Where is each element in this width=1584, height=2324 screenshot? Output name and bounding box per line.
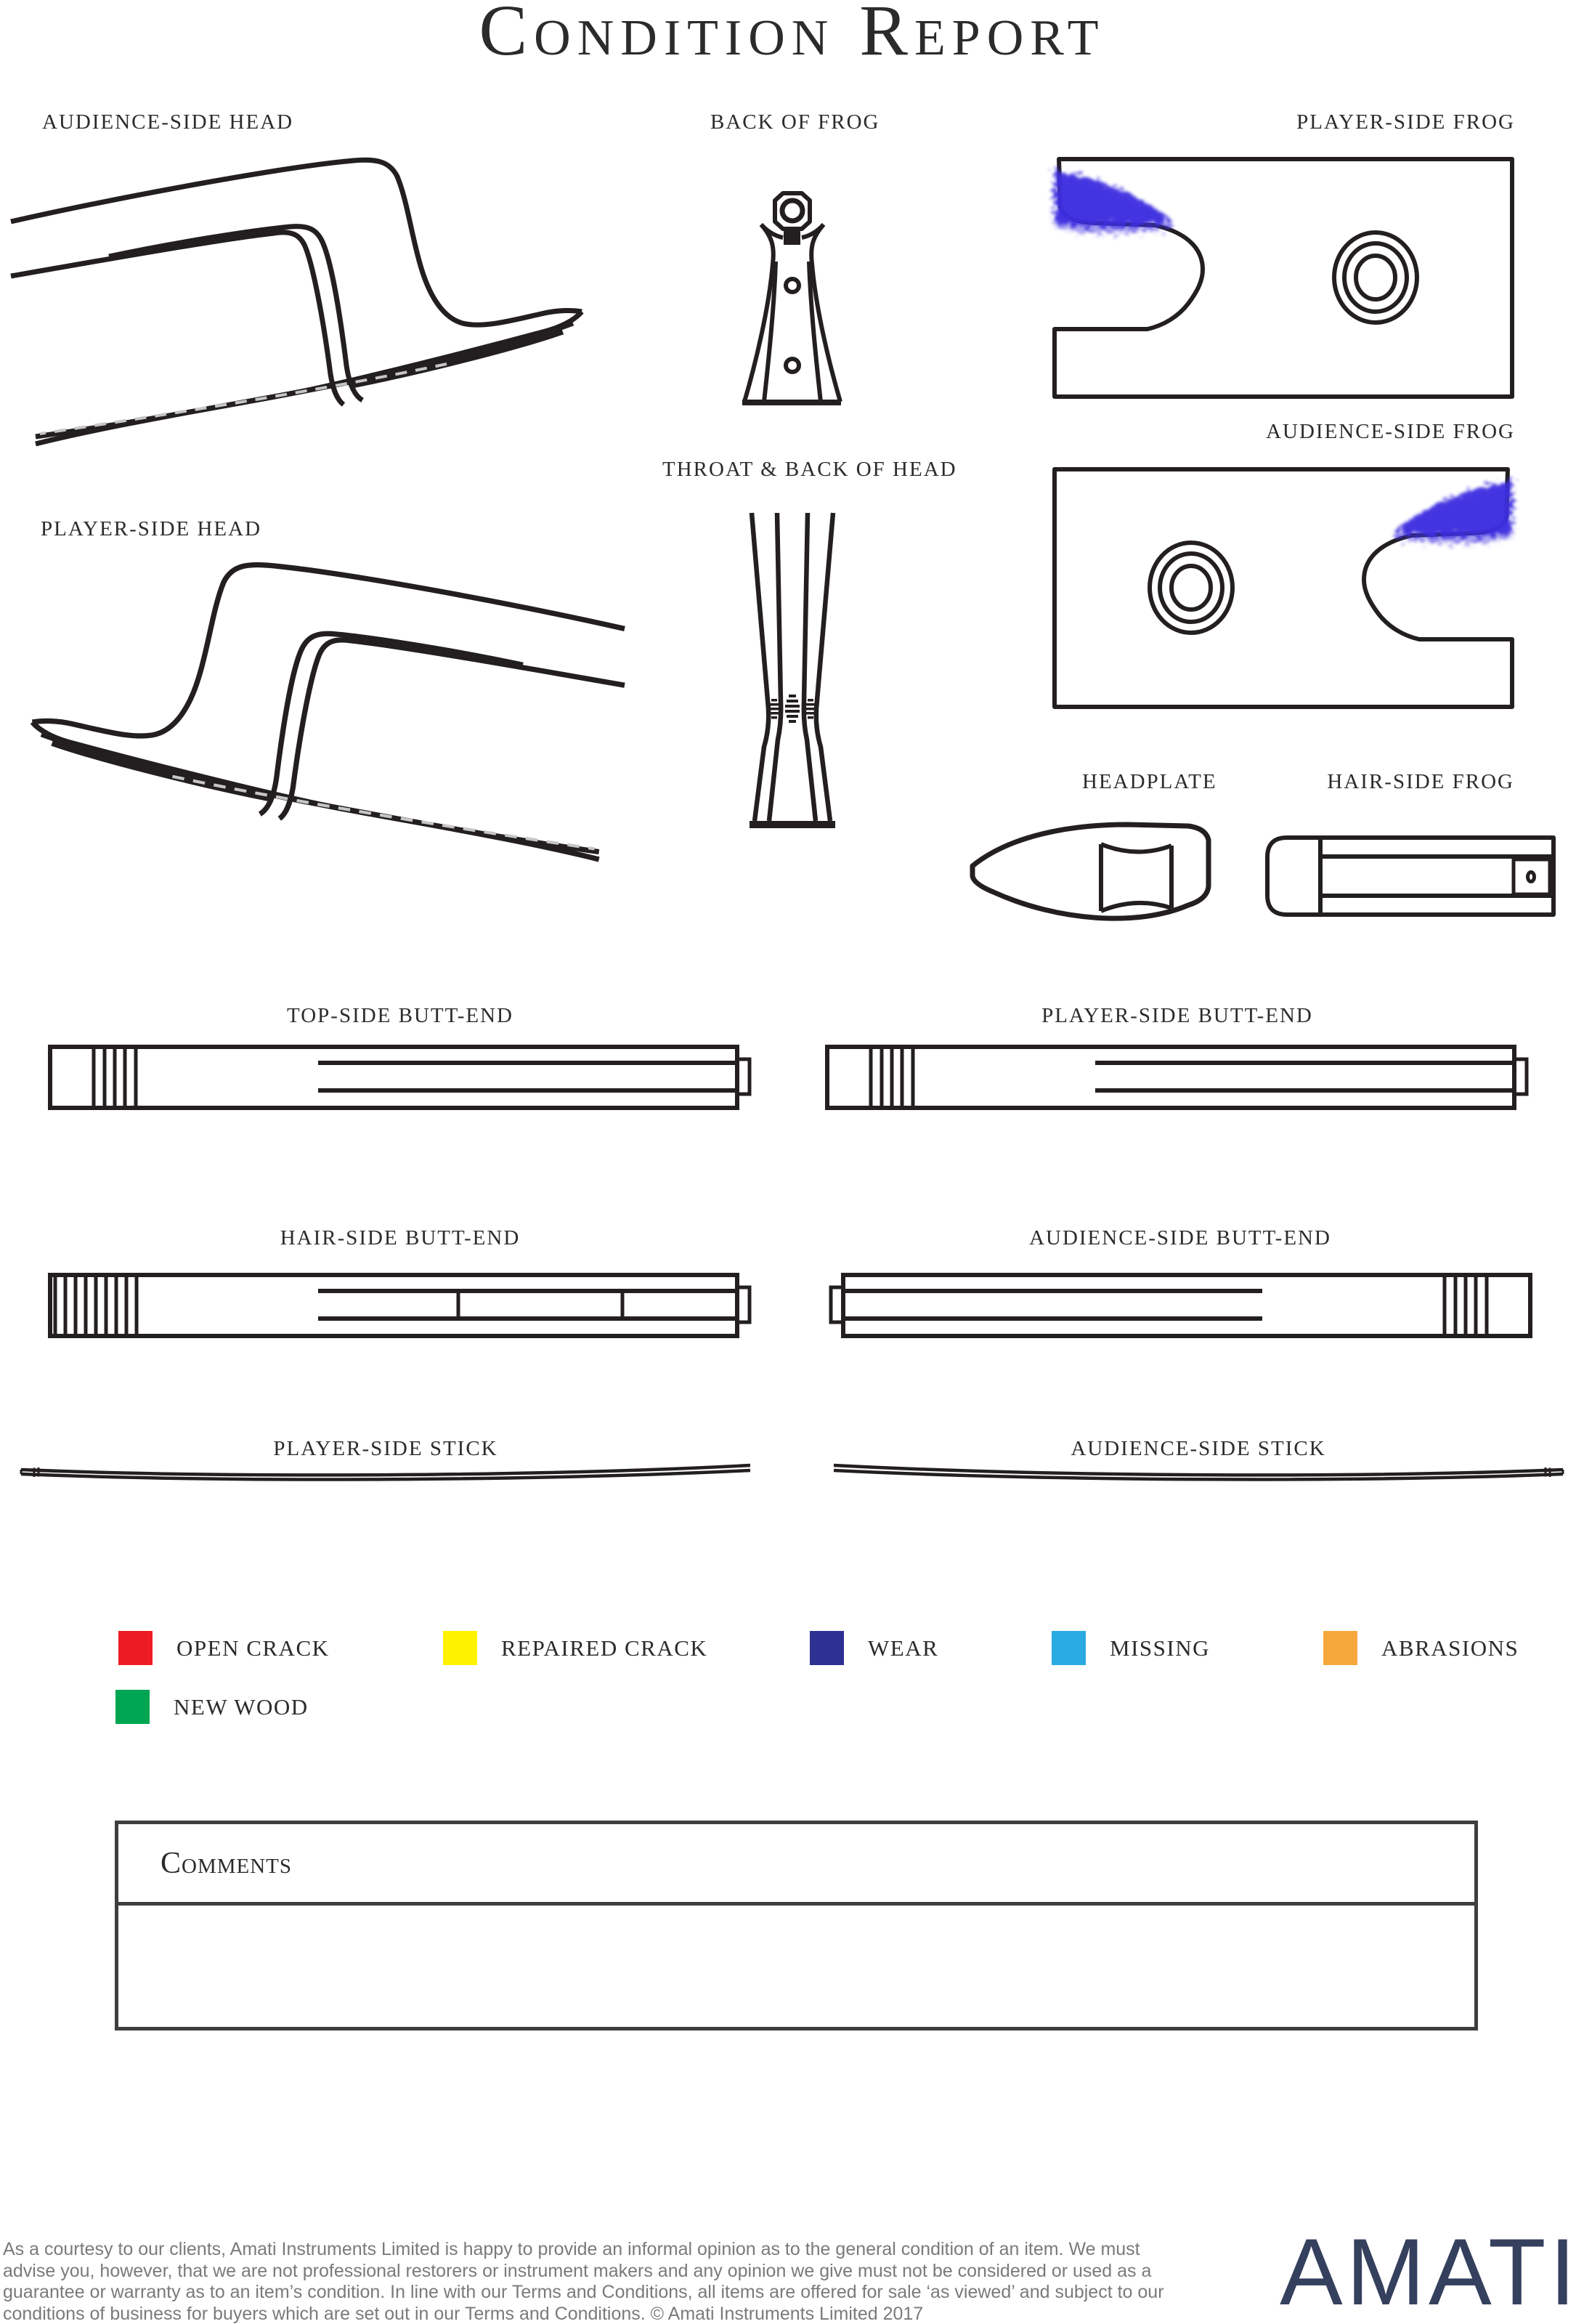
- repaired-crack-swatch: [443, 1631, 477, 1665]
- back-of-frog-diagram: [741, 191, 842, 405]
- legend-label: WEAR: [868, 1635, 939, 1661]
- comments-field: [118, 1906, 1474, 2027]
- hair-side-butt-end-diagram: [48, 1273, 752, 1338]
- legend-label: OPEN CRACK: [176, 1635, 330, 1661]
- label-audience-side-stick: AUDIENCE-SIDE STICK: [1071, 1437, 1326, 1460]
- page-title: Condition Report: [479, 0, 1105, 70]
- legend-label: REPAIRED CRACK: [501, 1635, 708, 1661]
- legend-item-repaired-crack: [443, 1631, 707, 1665]
- label-back-of-frog: BACK OF FROG: [710, 110, 880, 134]
- legend-item-missing: [1052, 1631, 1210, 1665]
- label-player-side-head: PLAYER-SIDE HEAD: [41, 517, 262, 540]
- label-hair-side-frog: HAIR-SIDE FROG: [1327, 770, 1514, 793]
- audience-side-butt-end-diagram: [828, 1273, 1532, 1338]
- legend-item-open-crack: [118, 1631, 330, 1665]
- label-top-side-butt-end: TOP-SIDE BUTT-END: [287, 1004, 513, 1027]
- legend-item-new-wood: [115, 1690, 309, 1724]
- hair-side-frog-diagram: [1265, 835, 1556, 917]
- label-audience-side-frog: AUDIENCE-SIDE FROG: [1266, 420, 1515, 443]
- abrasions-swatch: [1323, 1631, 1357, 1665]
- headplate-diagram: [972, 822, 1211, 931]
- player-side-frog-diagram: [1053, 156, 1518, 400]
- wear-swatch: [810, 1631, 844, 1665]
- legend-label: ABRASIONS: [1381, 1635, 1519, 1661]
- throat-back-of-head-diagram: [748, 513, 837, 833]
- player-side-head-diagram: [22, 559, 625, 861]
- legend-label: NEW WOOD: [174, 1693, 309, 1720]
- legend-item-wear: [810, 1631, 938, 1665]
- amati-logo: AMATI: [1280, 2219, 1580, 2324]
- label-headplate: HEADPLATE: [1082, 770, 1217, 793]
- comments-title: Comments: [118, 1824, 1474, 1906]
- legend-item-abrasions: [1323, 1631, 1519, 1665]
- label-player-side-frog: PLAYER-SIDE FROG: [1296, 110, 1515, 134]
- label-audience-side-butt-end: AUDIENCE-SIDE BUTT-END: [1029, 1226, 1331, 1250]
- top-side-butt-end-diagram: [48, 1045, 752, 1110]
- label-hair-side-butt-end: HAIR-SIDE BUTT-END: [280, 1226, 521, 1250]
- open-crack-swatch: [118, 1631, 153, 1665]
- label-player-side-stick: PLAYER-SIDE STICK: [273, 1437, 498, 1460]
- comments-section: [115, 1821, 1478, 2031]
- audience-side-frog-diagram: [1049, 466, 1514, 710]
- legend-label: MISSING: [1110, 1635, 1210, 1661]
- label-audience-side-head: AUDIENCE-SIDE HEAD: [42, 110, 294, 134]
- missing-swatch: [1052, 1631, 1086, 1665]
- new-wood-swatch: [115, 1690, 150, 1724]
- audience-side-head-diagram: [11, 155, 592, 445]
- player-side-stick-diagram: [19, 1463, 752, 1485]
- label-throat-back-of-head: THROAT & BACK OF HEAD: [662, 458, 957, 481]
- audience-side-stick-diagram: [832, 1463, 1565, 1485]
- disclaimer-text: As a courtesy to our clients, Amati Instruments Limited is happy to provide an informal opinion as to the general condition of an item. We must advise you, however, that we are not professional restorers or instrument makers and any opinion we give must not be considered or used as a guarantee or warranty as to an item’s condition. In line with our Terms and Conditions, all items are offered for sale ‘as viewed’ and subject to our conditions of business for buyers which are set out in our Terms and Conditions. © Amati Instruments Limited 2017: [3, 2239, 1164, 2324]
- label-player-side-butt-end: PLAYER-SIDE BUTT-END: [1041, 1004, 1313, 1027]
- player-side-butt-end-diagram: [825, 1045, 1530, 1110]
